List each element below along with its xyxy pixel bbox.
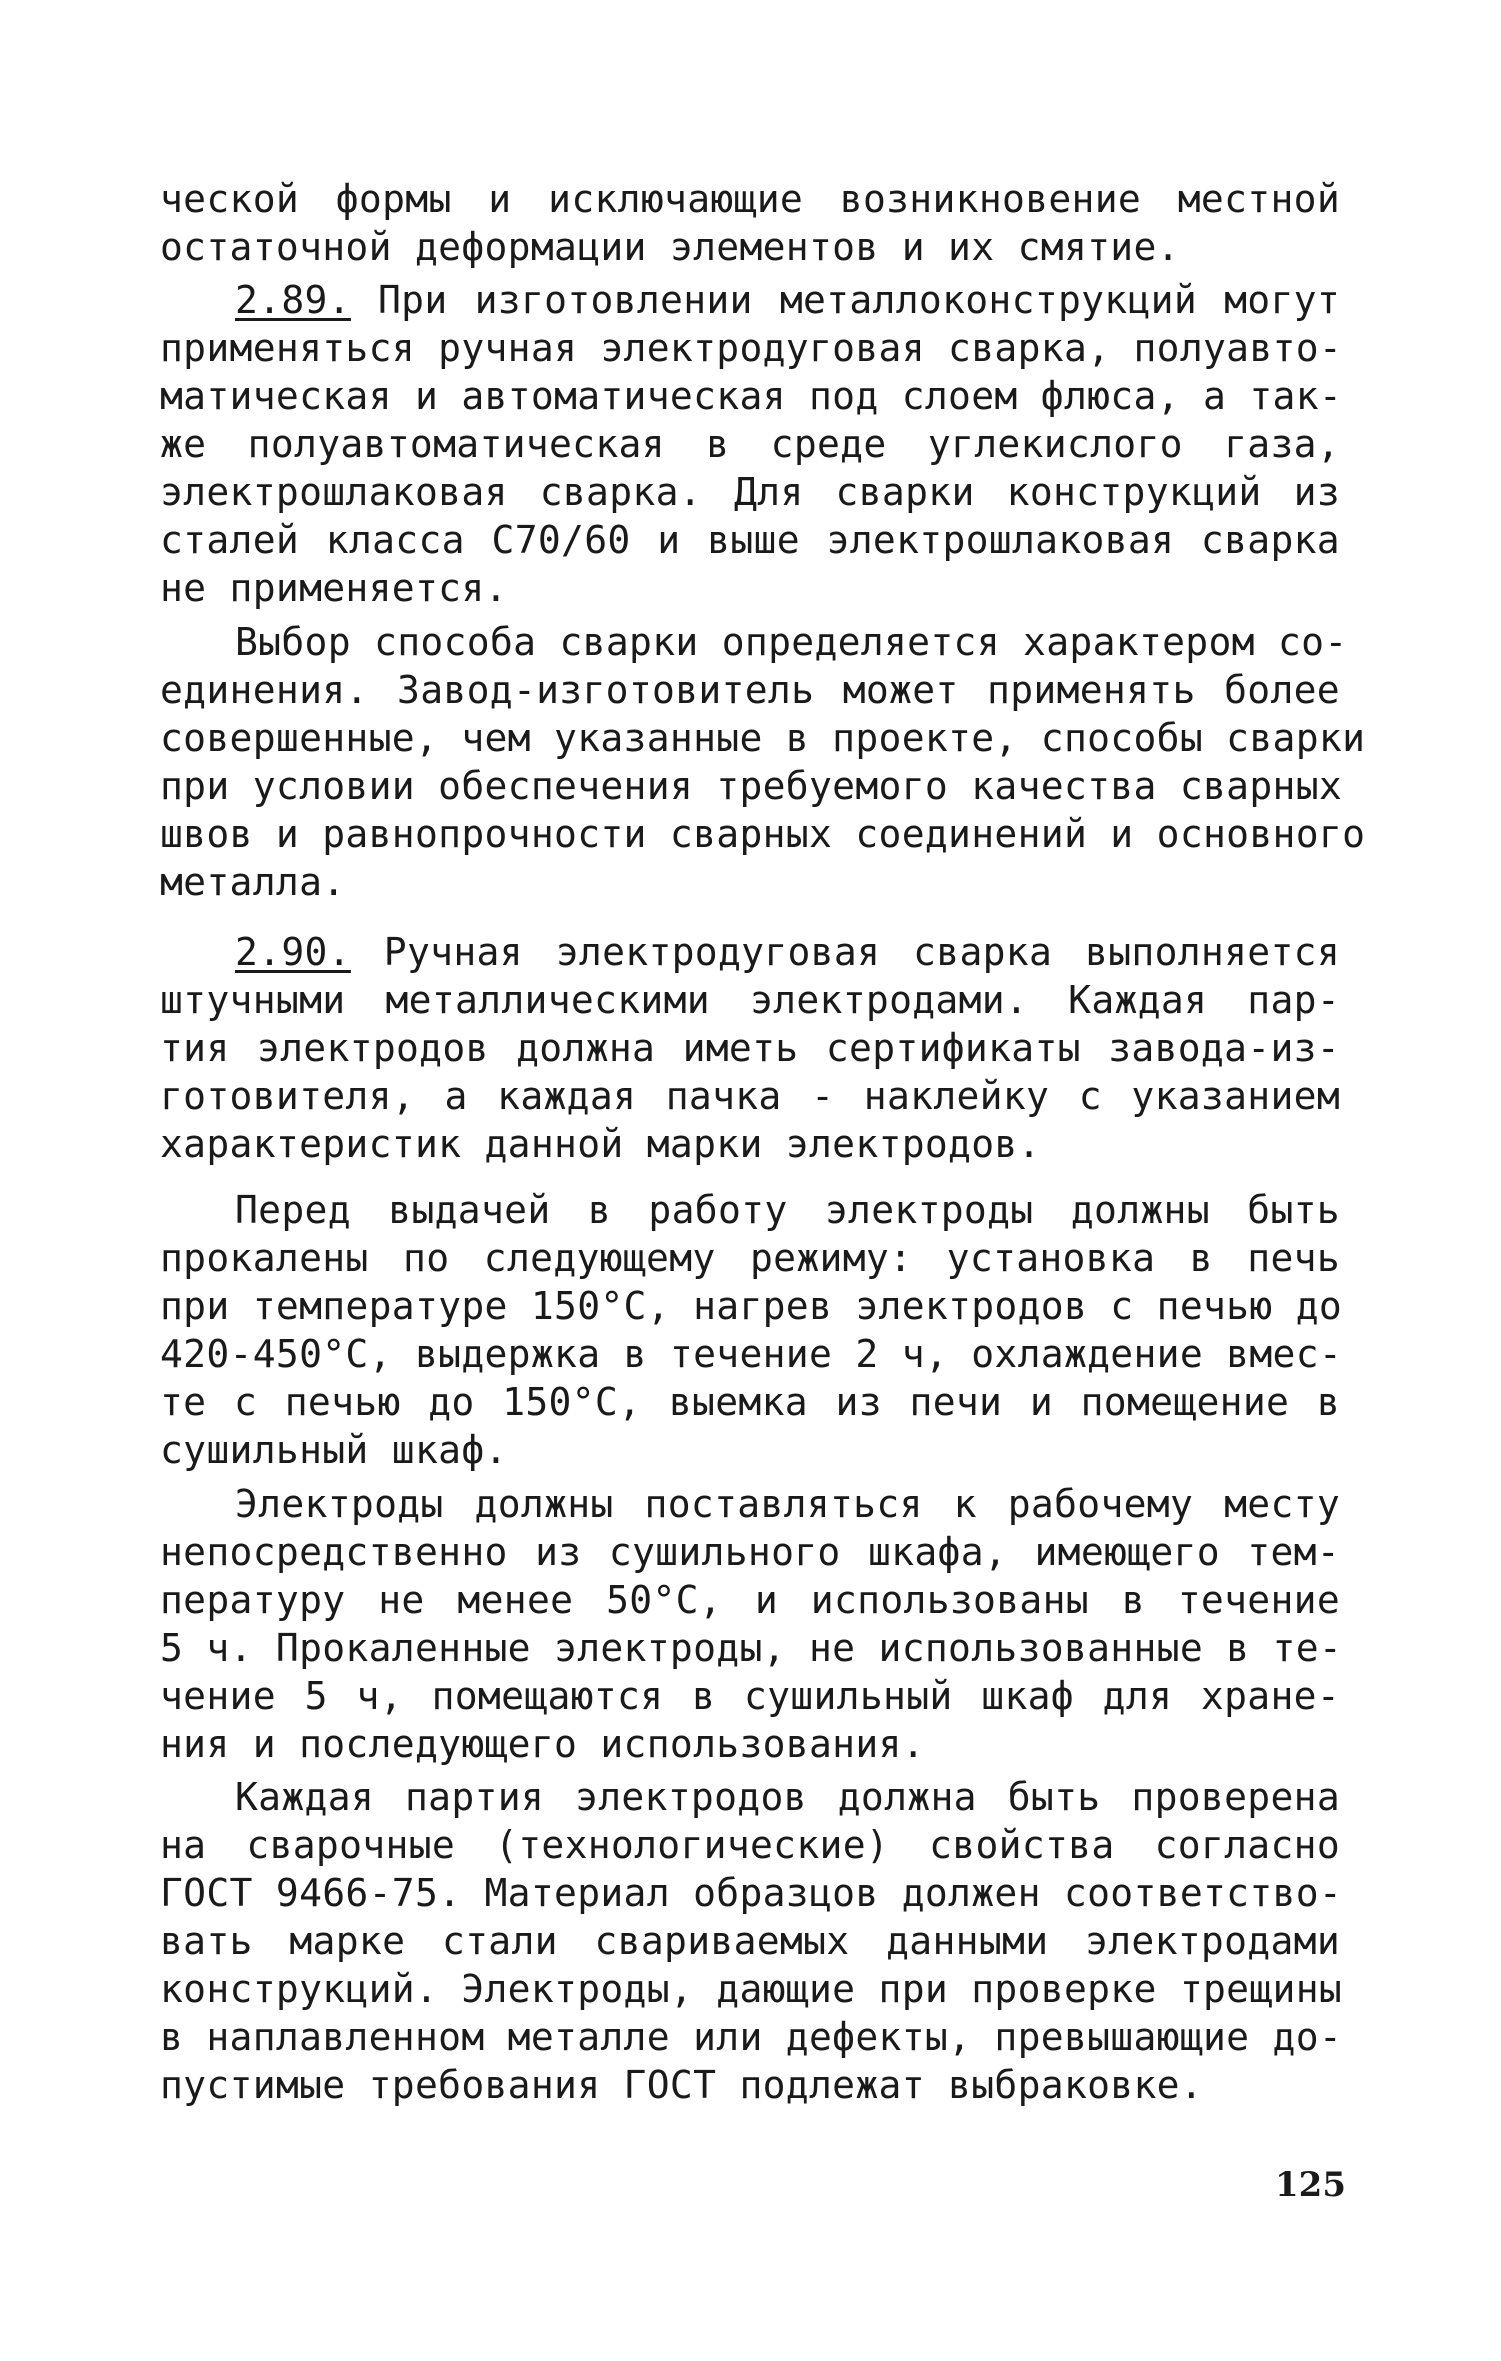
- text-line: в наплавленном металле или дефекты, превышающие до-: [160, 2015, 1343, 2059]
- text-line: при условии обеспечения требуемого качества сварных: [160, 764, 1343, 808]
- text-line: тия электродов должна иметь сертификаты завода-из-: [160, 1026, 1340, 1070]
- text-line: пературу не менее 50°С, и использованы в течение: [160, 1578, 1340, 1622]
- paragraph-2-89: [160, 276, 1343, 612]
- text-line: пустимые требования ГОСТ подлежат выбраковке.: [160, 2063, 1204, 2107]
- text-line: 5 ч. Прокаленные электроды, не использованные в те-: [160, 1626, 1343, 1670]
- paragraph-continuation: [160, 175, 1340, 271]
- text-line: при температуре 150°С, нагрев электродов с печью до: [160, 1284, 1343, 1328]
- text-line: же полуавтоматическая в среде углекислого газа,: [160, 422, 1340, 466]
- paragraph-2-90: [160, 928, 1340, 1168]
- text-line: не применяется.: [160, 566, 508, 610]
- text-line: применяться ручная электродуговая сварка, полуавто-: [160, 326, 1343, 370]
- text-line: ческой формы и исключающие возникновение местной: [160, 177, 1340, 221]
- text-line: 420-450°С, выдержка в течение 2 ч, охлаждение вмес-: [160, 1332, 1343, 1376]
- text-line: Каждая партия электродов должна быть проверена: [235, 1775, 1340, 1819]
- text-line: металла.: [160, 860, 346, 904]
- text-line: швов и равнопрочности сварных соединений и основного: [160, 812, 1366, 856]
- text-line: электрошлаковая сварка. Для сварки конструкций из: [160, 470, 1340, 514]
- text-line: сушильный шкаф.: [160, 1428, 508, 1472]
- text-line: вать марке стали свариваемых данными электродами: [160, 1919, 1340, 1963]
- text-line: характеристик данной марки электродов.: [160, 1122, 1041, 1166]
- text-line: непосредственно из сушильного шкафа, имеющего тем-: [160, 1530, 1340, 1574]
- text-line: прокалены по следующему режиму: установка в печь: [160, 1236, 1340, 1280]
- text-line: Перед выдачей в работу электроды должны быть: [235, 1188, 1340, 1232]
- paragraph-batch-testing: [160, 1773, 1343, 2109]
- text-line: [160, 928, 1340, 976]
- paragraph-calcination: [160, 1186, 1343, 1474]
- text-line: матическая и автоматическая под слоем флюса, а так-: [160, 374, 1343, 418]
- text-line: на сварочные (технологические) свойства согласно: [160, 1823, 1340, 1867]
- section-number: 2.89.: [235, 278, 351, 322]
- text-line: чение 5 ч, помещаются в сушильный шкаф для хране-: [160, 1674, 1340, 1718]
- text-line: сталей класса С70/60 и выше электрошлаковая сварка: [160, 518, 1340, 562]
- paragraph-electrode-supply: [160, 1480, 1343, 1768]
- page-number: 125: [1275, 2165, 1346, 2205]
- text-line: совершенные, чем указанные в проекте, способы сварки: [160, 716, 1366, 760]
- text-line: единения. Завод-изготовитель может применять более: [160, 668, 1340, 712]
- paragraph-welding-method: [160, 618, 1366, 906]
- section-number: 2.90.: [235, 930, 351, 974]
- text-line: ГОСТ 9466-75. Материал образцов должен соответство-: [160, 1871, 1343, 1915]
- text-fragment: При изготовлении металлоконструкций могут: [377, 278, 1340, 322]
- text-line: остаточной деформации элементов и их смятие.: [160, 225, 1180, 269]
- text-fragment: Ручная электродуговая сварка выполняется: [383, 930, 1340, 974]
- text-line: Электроды должны поставляться к рабочему месту: [235, 1482, 1340, 1526]
- text-line: штучными металлическими электродами. Каждая пар-: [160, 978, 1340, 1022]
- text-line: ния и последующего использования.: [160, 1722, 925, 1766]
- text-line: готовителя, а каждая пачка - наклейку с указанием: [160, 1074, 1340, 1118]
- text-line: Выбор способа сварки определяется характером со-: [235, 620, 1348, 664]
- text-line: конструкций. Электроды, дающие при проверке трещины: [160, 1967, 1343, 2011]
- text-line: [160, 276, 1340, 324]
- text-line: те с печью до 150°С, выемка из печи и помещение в: [160, 1380, 1340, 1424]
